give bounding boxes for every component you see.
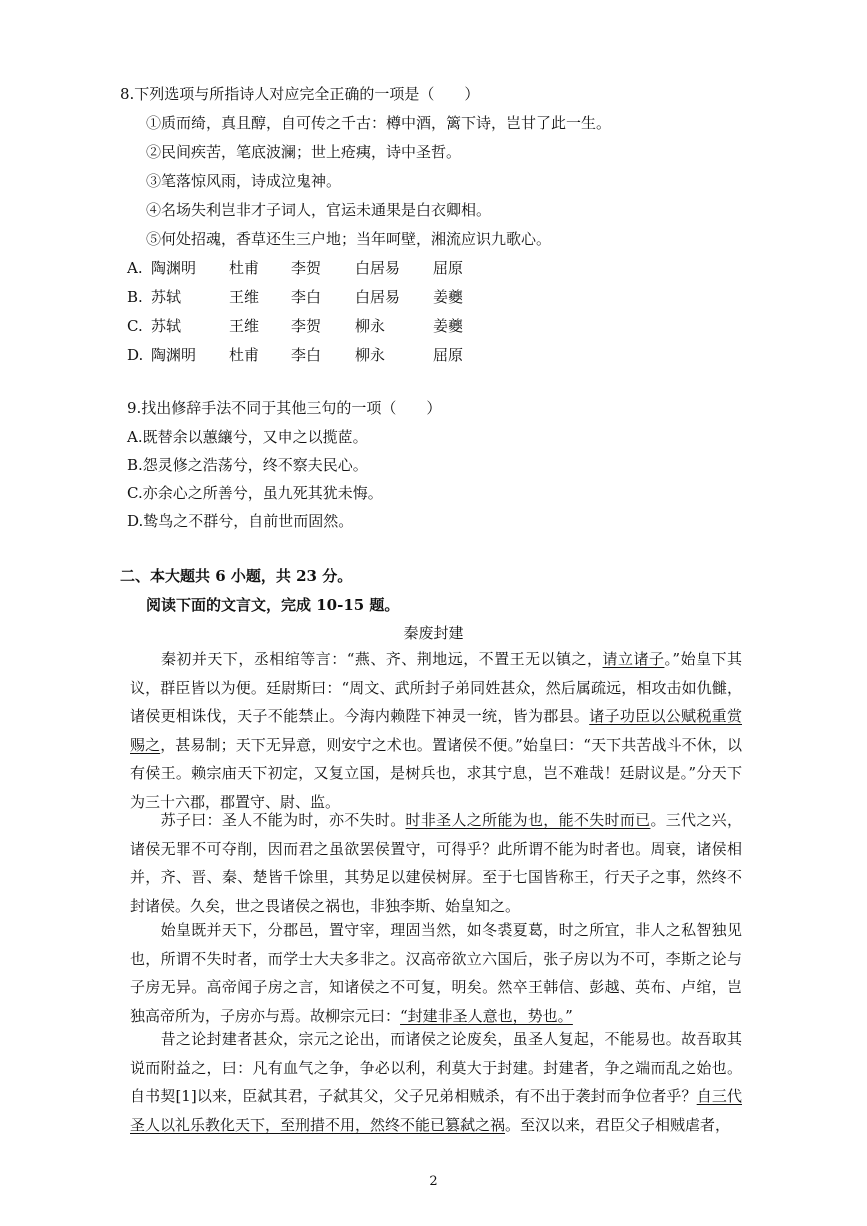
poet-name: 苏轼 xyxy=(151,317,182,335)
poet-name: 陶渊明 xyxy=(151,259,197,277)
question-9-option-d[interactable]: D.鸷鸟之不群兮，自前世而固然。 xyxy=(127,512,354,530)
passage-paragraph-1 xyxy=(130,645,742,816)
question-8-item-3: ③笔落惊风雨，诗成泣鬼神。 xyxy=(146,172,342,190)
underlined-quote: “封建非圣人意也，势也。” xyxy=(400,1006,573,1025)
poet-name: 姜夔 xyxy=(433,317,464,335)
poet-name: 姜夔 xyxy=(433,288,464,306)
option-letter: D. xyxy=(127,346,144,364)
question-8-item-2: ②民间疾苦，笔底波澜；世上疮痍，诗中圣哲。 xyxy=(146,143,462,161)
poet-name: 王维 xyxy=(229,317,260,335)
option-letter: A. xyxy=(127,259,143,277)
poet-name: 屈原 xyxy=(433,259,464,277)
poet-name: 李白 xyxy=(291,346,322,364)
poet-name: 白居易 xyxy=(355,259,401,277)
question-8-item-4: ④名场失利岂非才子词人，官运未通果是白衣卿相。 xyxy=(146,201,492,219)
question-8-stem: 8.下列选项与所指诗人对应完全正确的一项是（ ） xyxy=(120,85,480,103)
poet-name: 李贺 xyxy=(291,317,322,335)
question-9-stem: 9.找出修辞手法不同于其他三句的一项（ ） xyxy=(127,399,442,417)
section-2-instruction: 阅读下面的文言文，完成 10-15 题。 xyxy=(146,596,400,614)
poet-name: 屈原 xyxy=(433,346,464,364)
passage-paragraph-4 xyxy=(130,1025,742,1139)
poet-name: 柳永 xyxy=(355,346,386,364)
passage-text: ，甚易制；天下无异意，则安宁之术也。置诸侯不便。”始皇曰：“天下共苦战斗不休，以有侯王。赖宗庙天下初定，又复立国，是树兵也，求其宁息，岂不难哉！廷尉议是。”分天下为三十六郡，郡置守、尉、监。 xyxy=(130,735,742,811)
question-8-item-1: ①质而绮，真且醇，自可传之千古：樽中酒，篱下诗，岂甘了此一生。 xyxy=(146,114,612,132)
passage-paragraph-3 xyxy=(130,916,742,1030)
page-number: 2 xyxy=(429,1174,438,1189)
section-2-heading: 二、本大题共 6 小题，共 23 分。 xyxy=(120,567,353,585)
poet-name: 柳永 xyxy=(355,317,386,335)
passage-text: 。至汉以来，君臣父子相贼虐者， xyxy=(505,1115,731,1134)
passage-paragraph-2 xyxy=(130,806,742,920)
passage-text: 苏子曰：圣人不能为时，亦不失时。 xyxy=(130,811,406,829)
underlined-sentence: 自三代圣人以礼乐教化天下，至刑措不用，然终不能已篡弑之祸 xyxy=(130,1087,742,1134)
passage-text: 。三代之兴，诸侯无罪不可夺削，因而君之虽欲罢侯置守，可得乎？此所谓不能为时者也。周衰，诸侯相并，齐、晋、秦、楚皆千馀里，其势足以建侯树屏。至于七国皆称王，行天子之事，然终不封诸侯。久矣，世之畏诸侯之祸也，非独李斯、始皇知之。 xyxy=(130,811,742,915)
poet-name: 李白 xyxy=(291,288,322,306)
underlined-sentence: 诸子功臣以公赋税重赏赐之 xyxy=(130,707,742,754)
poet-name: 杜甫 xyxy=(229,346,260,364)
passage-text: 。”始皇下其议，群臣皆以为便。廷尉斯曰：“周文、武所封子弟同姓甚众，然后属疏远，相攻击如仇雠，诸侯更相诛伐，天子不能禁止。今海内赖陛下神灵一统，皆为郡县。 xyxy=(130,650,742,725)
question-9-option-a[interactable]: A.既替余以蕙纕兮，又申之以揽茝。 xyxy=(127,428,368,446)
underlined-sentence: 请立诸子 xyxy=(602,650,665,668)
poet-name: 苏轼 xyxy=(151,288,182,306)
passage-text: 秦初并天下，丞相绾等言：“燕、齐、荆地远，不置王无以镇之， xyxy=(130,650,603,668)
poet-name: 白居易 xyxy=(355,288,401,306)
option-letter: C. xyxy=(127,317,143,335)
underlined-sentence: 时非圣人之所能为也，能不失时而已 xyxy=(405,811,651,829)
passage-title: 秦废封建 xyxy=(403,624,464,642)
poet-name: 杜甫 xyxy=(229,259,260,277)
poet-name: 王维 xyxy=(229,288,260,306)
question-8-item-5: ⑤何处招魂，香草还生三户地；当年呵壁，湘流应识九歌心。 xyxy=(146,230,552,248)
passage-text: 始皇既并天下，分郡邑，置守宰，理固当然，如冬裘夏葛，时之所宜，非人之私智独见也，所谓不失时者，而学士大夫多非之。汉高帝欲立六国后，张子房以为不可，李斯之论与子房无异。高帝闻子房之言，知诸侯之不可复，明矣。然卒王韩信、彭越、英布、卢绾，岂独高帝所为，子房亦与焉。故柳宗元曰： xyxy=(130,921,742,1025)
passage-text: 昔之论封建者甚众，宗元之论出，而诸侯之论废矣，虽圣人复起，不能易也。故吾取其说而附益之，曰：凡有血气之争，争必以利，利莫大于封建。封建者，争之端而乱之始也。自书契[1]以来，臣弑其君，子弑其父，父子兄弟相贼杀，有不出于袭封而争位者乎？ xyxy=(130,1030,742,1105)
question-9-option-c[interactable]: C.亦余心之所善兮，虽九死其犹未悔。 xyxy=(127,484,383,502)
option-letter: B. xyxy=(127,288,143,306)
question-9-option-b[interactable]: B.怨灵修之浩荡兮，终不察夫民心。 xyxy=(127,456,368,474)
poet-name: 陶渊明 xyxy=(151,346,197,364)
poet-name: 李贺 xyxy=(291,259,322,277)
